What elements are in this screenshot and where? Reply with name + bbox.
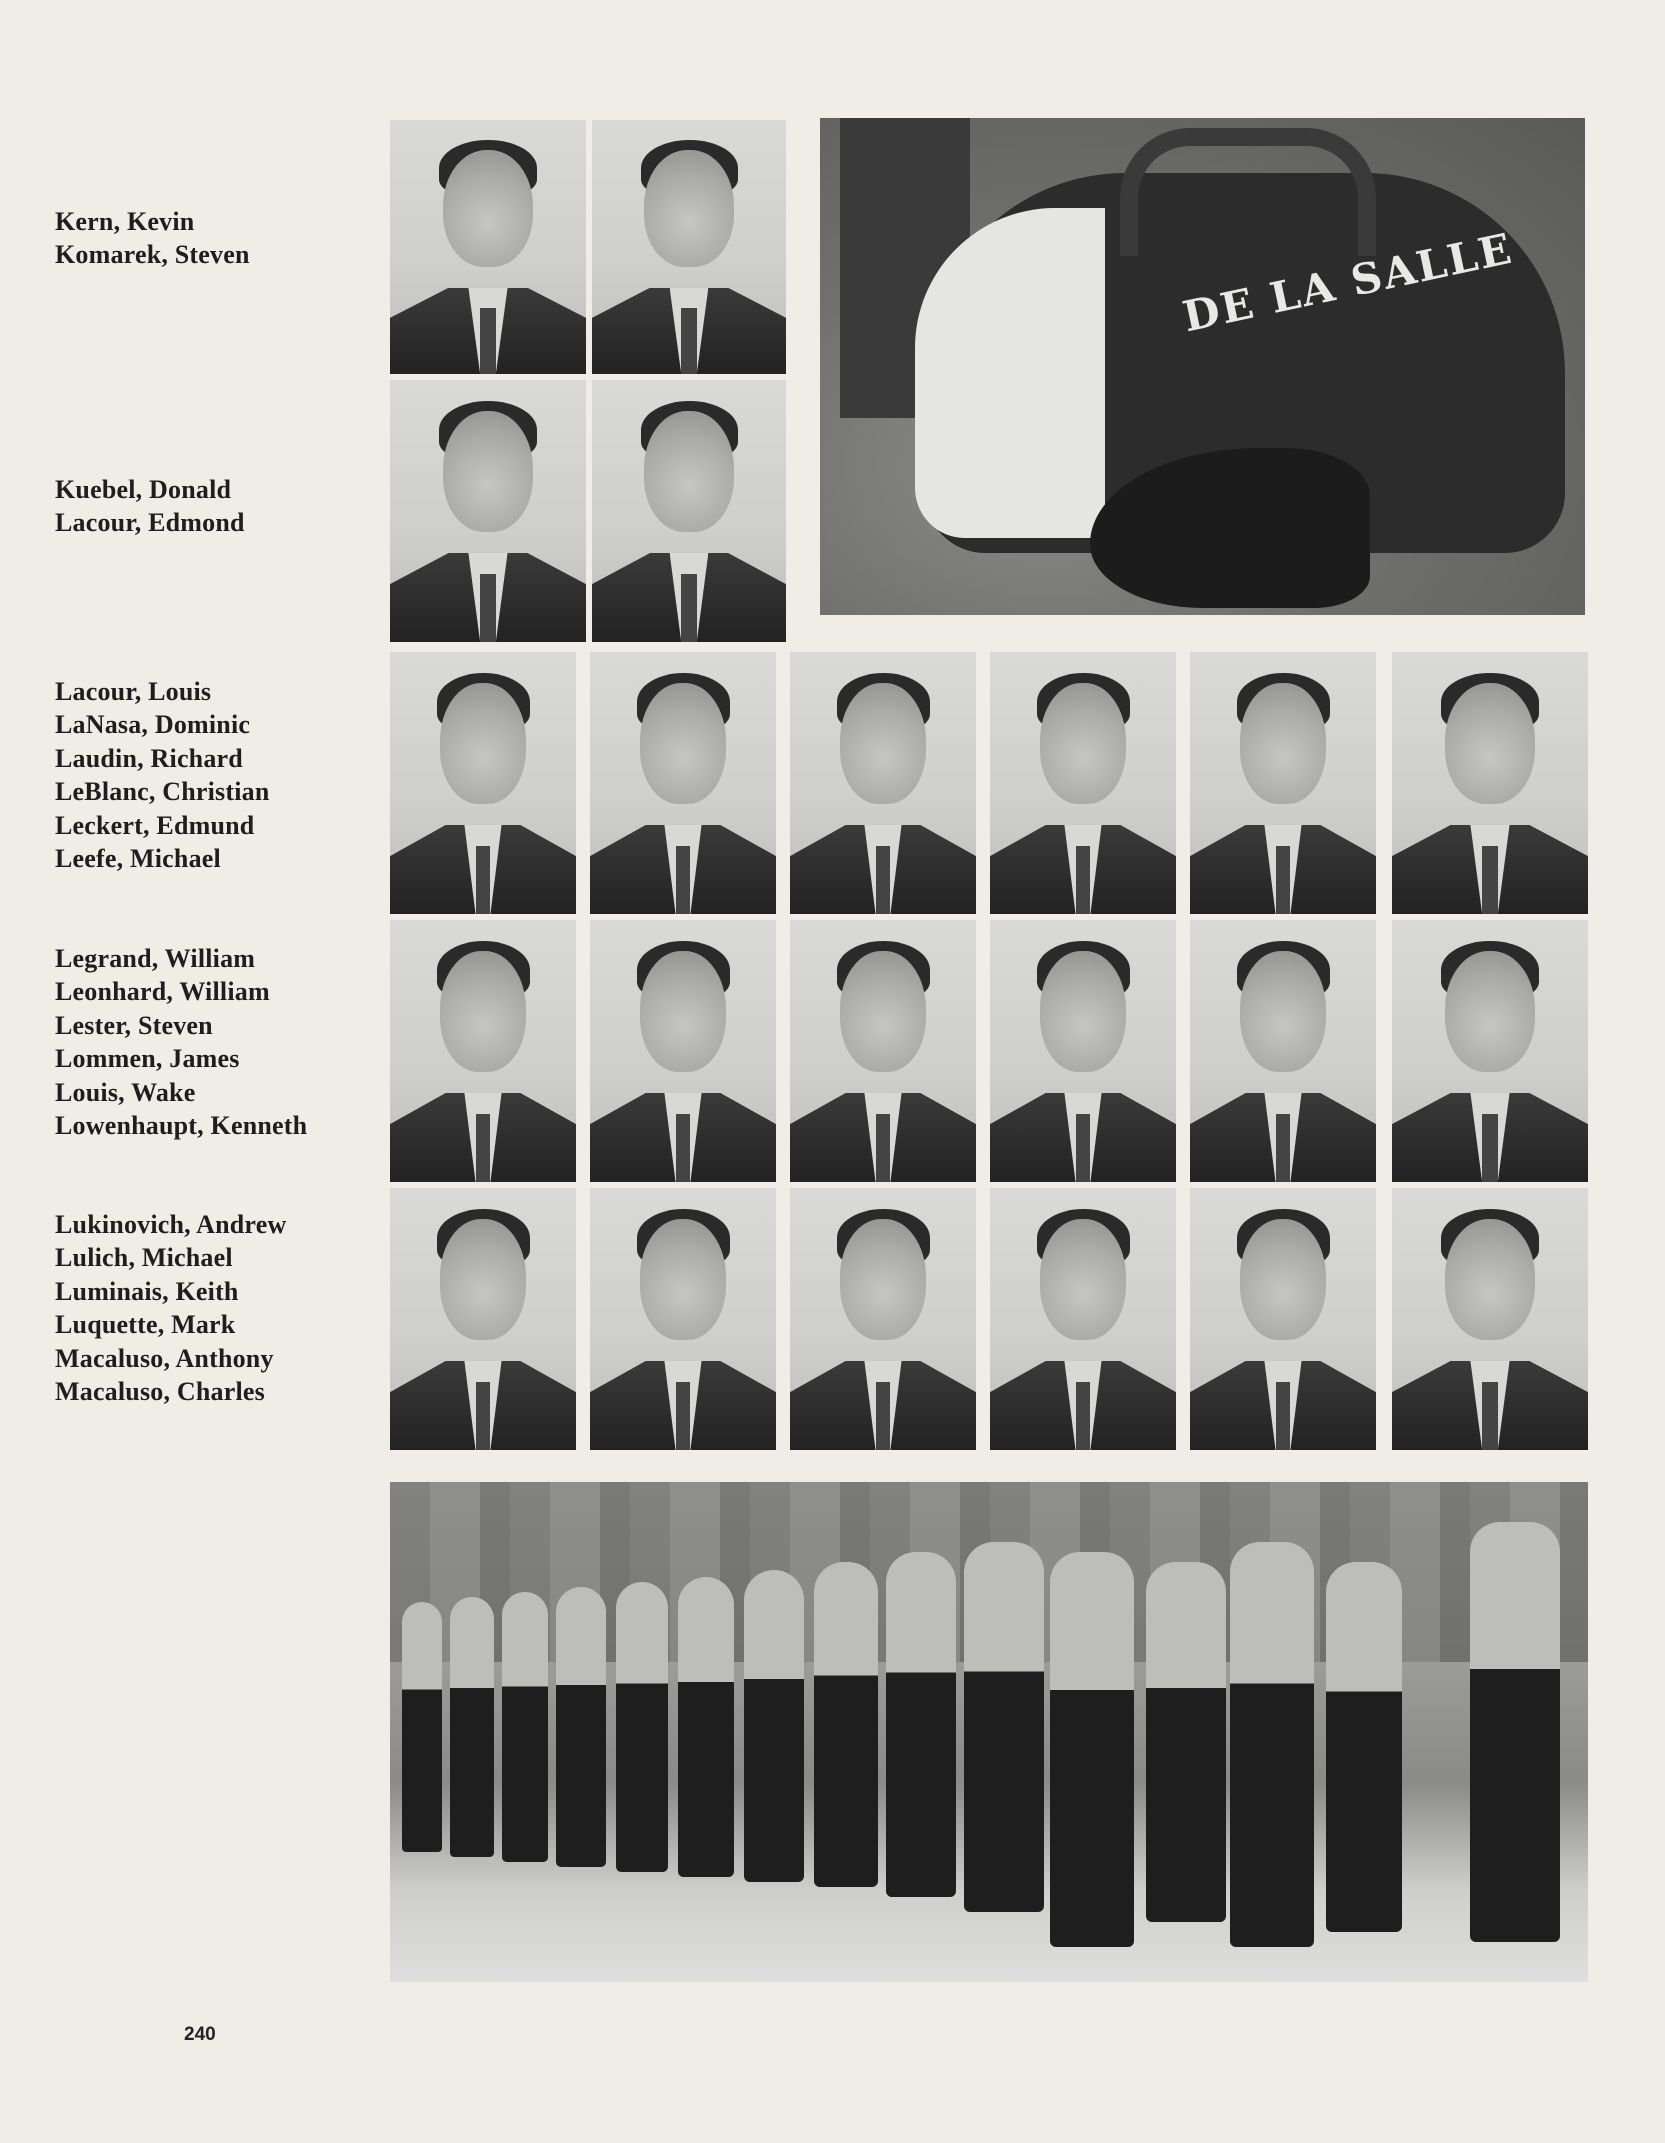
cadet-figure [744, 1570, 804, 1882]
student-name: Laudin, Richard [55, 743, 243, 773]
cadet-figure [678, 1577, 734, 1877]
cadet-figure [1230, 1542, 1314, 1947]
student-name: Louis, Wake [55, 1077, 196, 1107]
student-name: Macaluso, Charles [55, 1377, 265, 1407]
student-name: Lacour, Edmond [55, 508, 245, 538]
student-name: LeBlanc, Christian [55, 777, 270, 807]
student-name: Leonhard, William [55, 977, 270, 1007]
student-name: Leefe, Michael [55, 844, 221, 874]
portrait-photo [1190, 652, 1376, 914]
cadet-figure [1146, 1562, 1226, 1922]
marching-cadets-photo [390, 1482, 1588, 1982]
cadet-figure [964, 1542, 1044, 1912]
cadet-figure [886, 1552, 956, 1897]
cadet-figure [502, 1592, 548, 1862]
portrait-photo [990, 1188, 1176, 1450]
portrait-photo [390, 1188, 576, 1450]
portrait-photo [1190, 1188, 1376, 1450]
student-name: Macaluso, Anthony [55, 1343, 274, 1373]
student-name: Lulich, Michael [55, 1243, 233, 1273]
portrait-photo [592, 380, 786, 642]
bag-photo [820, 118, 1585, 615]
portrait-photo [592, 120, 786, 374]
student-name: Luminais, Keith [55, 1276, 239, 1306]
portrait-photo [390, 652, 576, 914]
bag-handle [1120, 128, 1376, 256]
cadet-figure [402, 1602, 442, 1852]
student-name: Kern, Kevin [55, 207, 195, 236]
portrait-photo [390, 380, 586, 642]
portrait-photo [790, 1188, 976, 1450]
cadet-figure [1326, 1562, 1402, 1932]
portrait-photo [590, 920, 776, 1182]
name-group-4 [55, 942, 307, 1142]
bag-lettering: DE LA SALLE [1178, 223, 1518, 342]
portrait-photo [1392, 1188, 1588, 1450]
student-name: Luquette, Mark [55, 1310, 236, 1340]
portrait-photo [590, 652, 776, 914]
portrait-photo [1190, 920, 1376, 1182]
cadet-figure [1470, 1522, 1560, 1942]
portrait-photo [1392, 652, 1588, 914]
cadet-figure [556, 1587, 606, 1867]
student-name: Lukinovich, Andrew [55, 1210, 287, 1239]
name-group-2 [55, 473, 245, 540]
name-group-5 [55, 1208, 286, 1408]
cadet-figure [450, 1597, 494, 1857]
student-name: Legrand, William [55, 944, 256, 973]
cadet-figure [616, 1582, 668, 1872]
student-name: Lester, Steven [55, 1010, 213, 1040]
portrait-photo [990, 920, 1176, 1182]
portrait-photo [390, 920, 576, 1182]
student-name: LaNasa, Dominic [55, 710, 251, 740]
name-group-1 [55, 205, 250, 272]
student-name: Kuebel, Donald [55, 475, 232, 504]
name-group-3 [55, 675, 270, 875]
portrait-photo [790, 652, 976, 914]
portrait-photo [790, 920, 976, 1182]
portrait-photo [1392, 920, 1588, 1182]
portrait-photo [390, 120, 586, 374]
page-number: 240 [184, 2024, 216, 2045]
portrait-photo [590, 1188, 776, 1450]
student-name: Lommen, James [55, 1044, 240, 1074]
student-name: Leckert, Edmund [55, 810, 255, 840]
student-name: Komarek, Steven [55, 240, 250, 270]
student-name: Lowenhaupt, Kenneth [55, 1111, 308, 1141]
student-name: Lacour, Louis [55, 677, 212, 706]
cadet-figure [814, 1562, 878, 1887]
portrait-photo [990, 652, 1176, 914]
cadet-figure [1050, 1552, 1134, 1947]
